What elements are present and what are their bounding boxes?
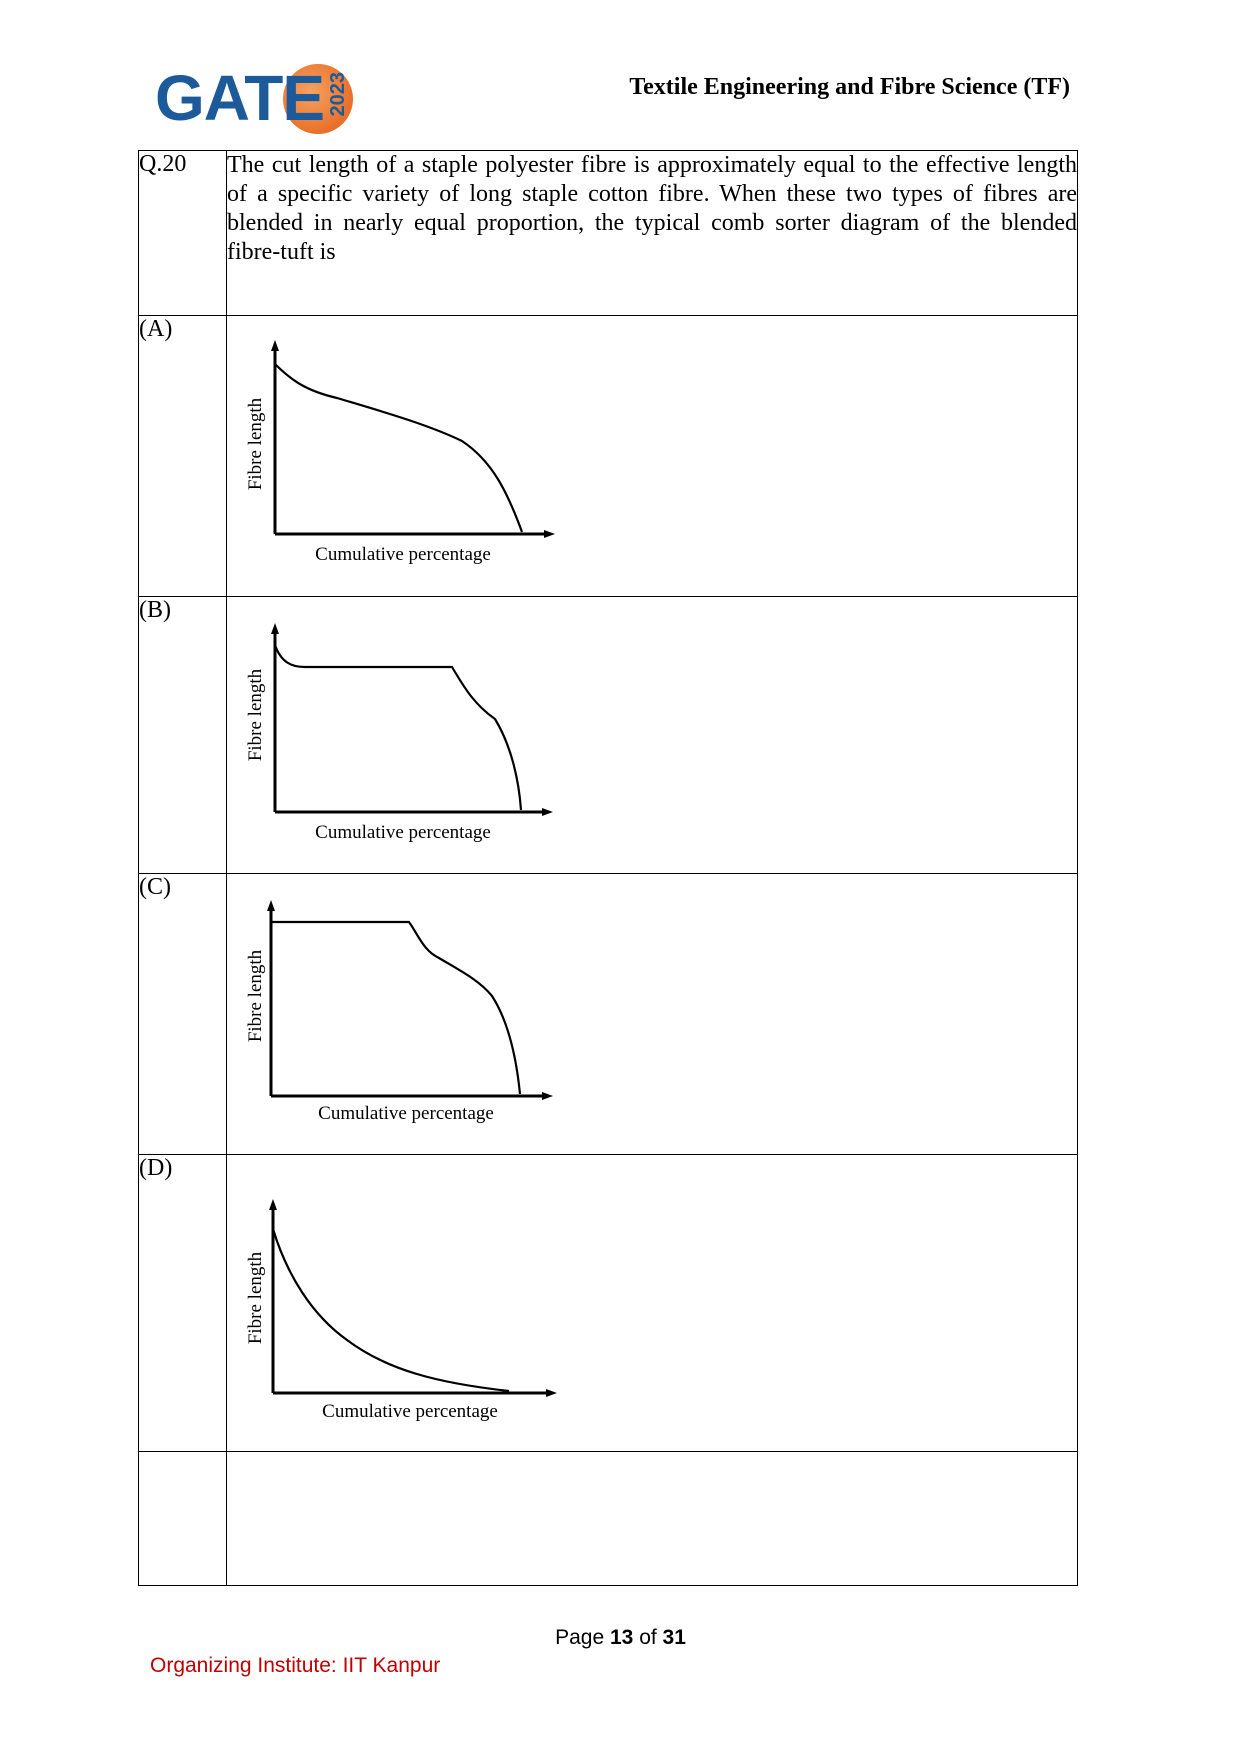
option-row-d: [139, 1155, 1078, 1452]
plot-c: [227, 874, 1077, 1155]
x-axis-arrow: [542, 808, 553, 816]
option-label-a: (A): [139, 316, 227, 597]
question-text: The cut length of a staple polyester fibre is approximately equal to the effective length of a specific variety of long staple cotton fibre. When these two types of fibres are blended in nearly equal proportion, the typical comb sorter diagram of the blended fibre-tuft is: [227, 151, 1078, 316]
y-axis-label: Fibre length: [245, 668, 266, 762]
option-row-c: [139, 874, 1078, 1155]
question-row: [139, 151, 1078, 316]
empty-cell-right: [227, 1452, 1078, 1586]
x-axis-arrow: [542, 1092, 553, 1100]
page-of: of: [639, 1626, 657, 1649]
logo-text: GATE: [155, 62, 325, 134]
x-axis-label: Cumulative percentage: [315, 822, 491, 843]
y-axis-label: Fibre length: [245, 397, 266, 491]
y-axis-arrow: [267, 900, 275, 911]
distribution-curve: [275, 645, 521, 810]
option-label-d: (D): [139, 1155, 227, 1452]
plot-b: [227, 597, 1077, 874]
option-row-b: [139, 597, 1078, 874]
page-number: [0, 1626, 1241, 1650]
x-axis-arrow: [544, 530, 555, 538]
plot-a: [227, 316, 1077, 597]
page-current: 13: [609, 1626, 634, 1649]
distribution-curve: [275, 364, 522, 532]
option-label-b: (B): [139, 597, 227, 874]
option-label-c: (C): [139, 874, 227, 1155]
organizer-footer: Organizing Institute: IIT Kanpur: [150, 1654, 441, 1677]
x-axis-label: Cumulative percentage: [318, 1103, 494, 1124]
logo-year: 2023: [327, 72, 349, 117]
option-figure-d: [227, 1155, 1078, 1452]
x-axis-arrow: [546, 1389, 557, 1397]
gate-logo: [155, 58, 365, 138]
option-figure-a: [227, 316, 1078, 597]
x-axis-label: Cumulative percentage: [322, 1401, 498, 1422]
question-table: [138, 150, 1078, 1586]
option-figure-c: [227, 874, 1078, 1155]
x-axis-label: Cumulative percentage: [315, 544, 491, 565]
y-axis-arrow: [271, 623, 279, 634]
y-axis-arrow: [271, 340, 279, 351]
page-prefix: Page: [555, 1626, 605, 1649]
question-number: Q.20: [139, 151, 227, 316]
y-axis-arrow: [269, 1199, 277, 1210]
distribution-curve: [271, 922, 520, 1094]
empty-cell-left: [139, 1452, 227, 1586]
option-row-a: [139, 316, 1078, 597]
distribution-curve: [273, 1229, 509, 1391]
empty-row: [139, 1452, 1078, 1586]
subject-title: Textile Engineering and Fibre Science (TF): [629, 74, 1070, 100]
plot-d: [227, 1155, 1077, 1452]
y-axis-label: Fibre length: [245, 1251, 266, 1345]
y-axis-label: Fibre length: [245, 949, 266, 1043]
page-total: 31: [662, 1626, 686, 1649]
option-figure-b: [227, 597, 1078, 874]
